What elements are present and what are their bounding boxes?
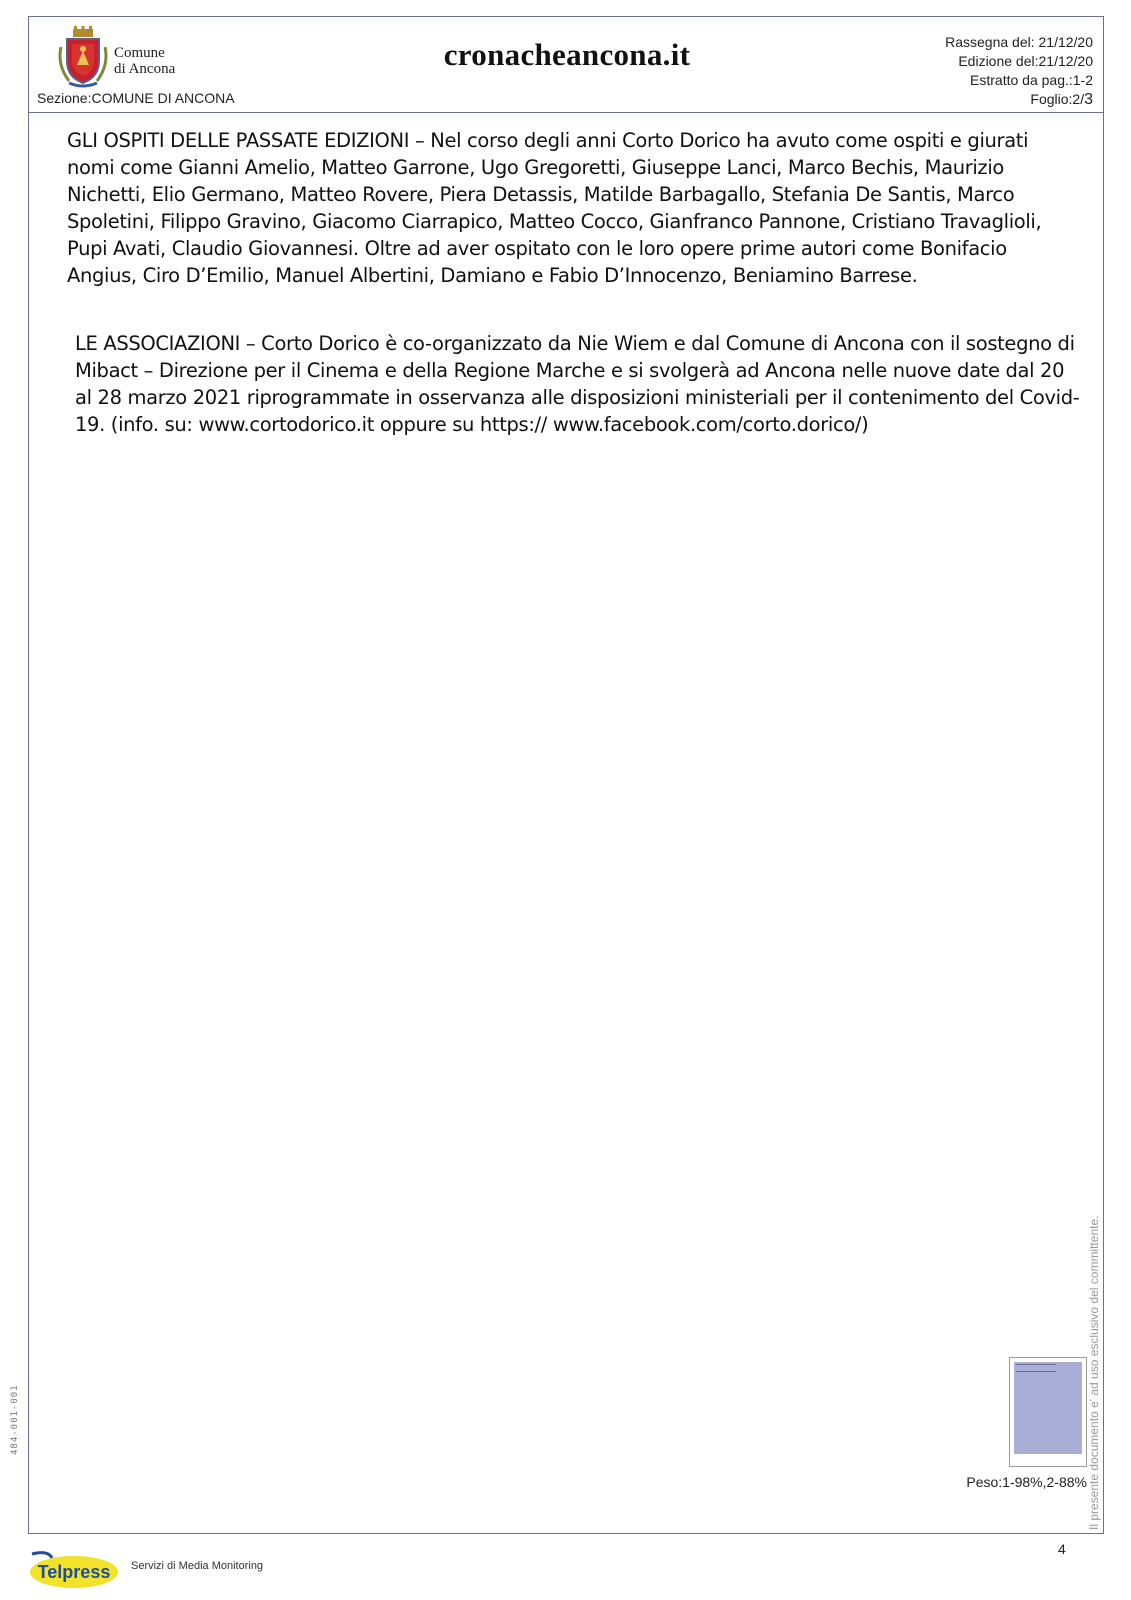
press-review-meta xyxy=(945,33,1093,109)
section-label: Sezione:COMUNE DI ANCONA xyxy=(37,90,235,106)
telpress-logo-icon xyxy=(28,1548,120,1590)
telpress-tagline: Servizi di Media Monitoring xyxy=(131,1560,264,1572)
page-number: 4 xyxy=(1058,1541,1066,1557)
page-thumbnail xyxy=(1009,1357,1087,1467)
logo-line-1: Comune xyxy=(114,45,165,61)
disclaimer-note: Il presente documento e' ad uso esclusivo del committente. xyxy=(1087,1215,1101,1530)
thumbnail-fill xyxy=(1014,1362,1082,1454)
rassegna-date: Rassegna del: 21/12/20 xyxy=(945,34,1093,50)
telpress-wordmark: Telpress xyxy=(37,1562,111,1582)
estratto-pages: Estratto da pag.:1-2 xyxy=(970,72,1093,88)
article-paragraph-guests: GLI OSPITI DELLE PASSATE EDIZIONI – Nel corso degli anni Corto Dorico ha avuto come ospiti e giurati nomi come Gianni Amelio, Matteo Garrone, Ugo Gregoretti, Giuseppe Lanci, Marco Bechis, Maurizio Nichetti, Elio Germano, Matteo Rovere, Piera Detassis, Matilde Barbagallo, Stefania De Santis, Marco Spoletini, Filippo Gravino, Giacomo Ciarrapico, Matteo Cocco, Gianfranco Pannone, Cristiano Travaglioli, Pupi Avati, Claudio Giovannesi. Oltre ad aver ospitato con le loro opere prime autori come Bonifacio Angius, Ciro D’Emilio, Manuel Albertini, Damiano e Fabio D’Innocenzo, Beniamino Barrese. xyxy=(67,129,1042,287)
edizione-date: Edizione del:21/12/20 xyxy=(958,53,1093,69)
side-code: 484-001-001 xyxy=(10,1384,20,1455)
logo-line-2: di Ancona xyxy=(114,61,176,77)
foglio-total: 3 xyxy=(1084,91,1093,108)
article-paragraph-associations: LE ASSOCIAZIONI – Corto Dorico è co-organizzato da Nie Wiem e dal Comune di Ancona con il sostegno di Mibact – Direzione per il Cinema e della Regione Marche e si svolgerà ad Ancona nelle nuove date dal 20 al 28 marzo 2021 riprogrammate in osservanza alle disposizioni ministeriali per il contenimento del Covid-19. (info. su: www.cortodorico.it oppure su https:// www.facebook.com/corto.dorico/) xyxy=(75,332,1080,436)
foglio-prefix: Foglio:2/ xyxy=(1030,91,1085,107)
foglio-indicator xyxy=(945,90,1093,109)
page-frame xyxy=(28,16,1104,1534)
masthead-title: cronacheancona.it xyxy=(443,37,691,72)
thumbnail-text-lines xyxy=(1016,1364,1056,1372)
page-header xyxy=(29,17,1103,113)
peso-label: Peso:1-98%,2-88% xyxy=(966,1474,1087,1490)
